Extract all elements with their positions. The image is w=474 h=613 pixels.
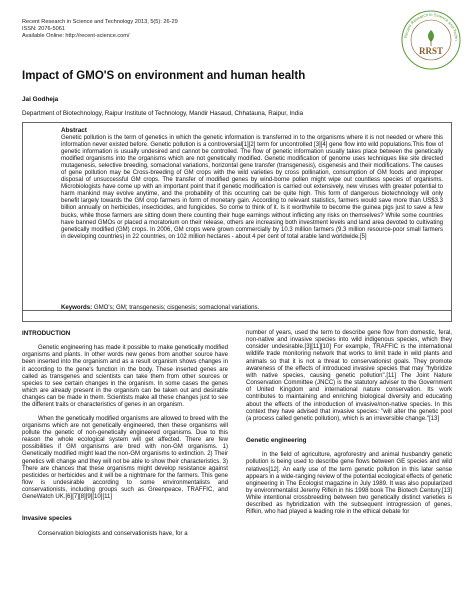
abstract-text: Genetic pollution is the term of genetics in which the genetic information is transferred in to the organisms where it is not needed or where this information never existed before. Genetic pollution is a controversial[1][2] term for uncontrolled [3][4] gene flow into wild populations.This flow of genetic information is usually undesired and cannot be controlled. The flow of genetic information usually takes place between the genetically modified organisms into the organisms which are not genetically modified. Genetic modification of genome uses techniques like site directed mutagenesis, selective breeding, somaclonal variations, horizontal gene transfer (transgenesis), cisgenesis and their modifications. The causes of gene pollution may be Cross-breeding of GM crops with the wild varieties by cross pollination, consumption of GM foods and improper disposal of unsuccessful GM crops. The transfer of modified genes by wind-borne pollen might wipe out countless species of organisms. Microbiologists have come up with an important point that if genetic modification is carried out extensively, new viruses with greater potential to harm mankind may evolve anytime, and the probability of this occurring can be quite high. This form of dangerous biotechnology will only benefit largely towards the GM crop farmers in form of monetary gain. According to relevant statistics, farmers would save more than US$3.3 billion annually on herbicides, insecticides, and fungicides. So come to think of it. Is it worthwhile to become the guinea pigs just to save a few bucks, while those farmers are sitting down there counting their huge earnings without inflicting any risks on themselves? While some countries have banned GMOs or placed a moratorium on their release, others are increasing both investment levels and land area devoted to cultivating genetically modified (GM) crops. In 2006, GM crops were grown commercially by 10.3 million farmers (9.3 million resource-poor small farmers in developing countries) in 22 countries, on 102 million hectares - about 4 per cent of total arable land worldwide.[5]	[61, 135, 443, 240]
journal-issn: ISSN: 2076-5061	[22, 26, 65, 33]
journal-header	[22, 19, 178, 41]
abstract-heading: Abstract	[61, 127, 87, 134]
right-column	[246, 330, 452, 523]
journal-url: Available Online: http://recent-science.com/	[22, 33, 130, 40]
right-paragraph-1: number of years, used the term to describe gene flow from domestic, feral, non-native and invasive species into wild indigenous species, which they consider undesirable.[3][11][10] For example, TRAFFIC is the international wildlife trade monitoring network that works to limit trade in wild plants and animals so that it is not a threat to conservationist goals. They promote awareness of the effects of introduced invasive species that may "hybridize with native species, causing genetic pollution".[11] The Joint Nature Conservation Committee (JNCC) is the statutory adviser to the Government of United Kingdom and international nature conservation. Its work contributes to maintaining and enriching biological diversity and educating about the effects of the introduction of invasive/non-native species. In this context they have advised that invasive species: "will alter the genetic pool (a process called genetic pollution), which is an irreversible change."[13]	[246, 330, 452, 422]
genetic-engineering-heading: Genetic engineering	[246, 437, 307, 445]
introduction-heading: INTRODUCTION	[22, 330, 71, 337]
genetic-engineering-paragraph: In the field of agriculture, agroforestry and animal husbandry genetic pollution is being used to describe gene flows between GE species and wild relatives[12]. An early use of the term genetic pollution in this later sense appears in a wide-ranging review of the potential ecological effects of genetic engineering in The Ecologist magazine in July 1989. It was also popularized by environmentalist Jeremy Rifkin in his 1998 book The Biotech Century.[13] While intentional crossbreeding between two genetically distinct varieties is described as hybridization with the subsequent introgression of genes, Rifkin, who had played a leading role in the ethical debate for	[246, 452, 452, 516]
journal-citation: Recent Research in Science and Technology 2013, 5(5): 26-29	[22, 19, 178, 25]
keywords-label: Keywords:	[61, 304, 93, 311]
invasive-paragraph-1: Conservation biologists and conservationists have, for a	[38, 530, 188, 537]
left-column	[22, 330, 228, 544]
author-name: Jai Godheja	[22, 96, 59, 103]
author-affiliation: Department of Biotechnology, Raipur Institute of Technology, Mandir Hasaud, Chhatauna, Raipur, India	[22, 110, 304, 117]
abstract-box	[22, 122, 452, 311]
keywords-box	[22, 300, 452, 322]
keywords-text: GMO's; GM; transgenesis; cisgenesis; somaclonal variations.	[92, 304, 260, 311]
invasive-species-heading: Invasive species	[22, 515, 72, 523]
intro-paragraph-1: Genetic engineering has made it possible to make genetically modified organisms and plants. In other words new genes from another source have been inserted into the organism and as a result organism shows changes in it according to the gene's function in the body. These inserted genes are called as transgenes and scientists can take them from other sources or species to see certain changes in the organism. In some cases the genes which are already present in the organism can be taken out and desirable changes can be made in them. Scientists make all these changes just to see the different traits or characteristics of genes in an organism.	[22, 345, 228, 409]
logo-text: RRST	[418, 46, 444, 56]
journal-logo	[399, 8, 463, 72]
paper-title: Impact of GMO'S on environment and human health	[22, 70, 306, 82]
logo-ring-text: Recent Research in Science and Techn	[403, 11, 460, 41]
intro-paragraph-2: When the genetically modified organisms are allowed to breed with the organisms which are not genetically engineered, then these organisms will pollute the genetic of non-genetically engineered organisms. Due to this reason the whole ecological system will get affected. There are few possibilities if GM organisms are bred with non-GM organisms. 1) Genetically modified might lead the non-GM organisms to extinction. 2) Their genetics will change and they will not be able to show their characteristics. 3) There are chances that these organisms might develop resistance against pesticides or herbicides and it will be a nightmare for the farmers. This gene flow is undesirable according to some environmentalists and conservationists, including groups such as Greenpeace, TRAFFIC, and GeneWatch UK.[6][7][8][9][10][11]	[22, 415, 228, 501]
